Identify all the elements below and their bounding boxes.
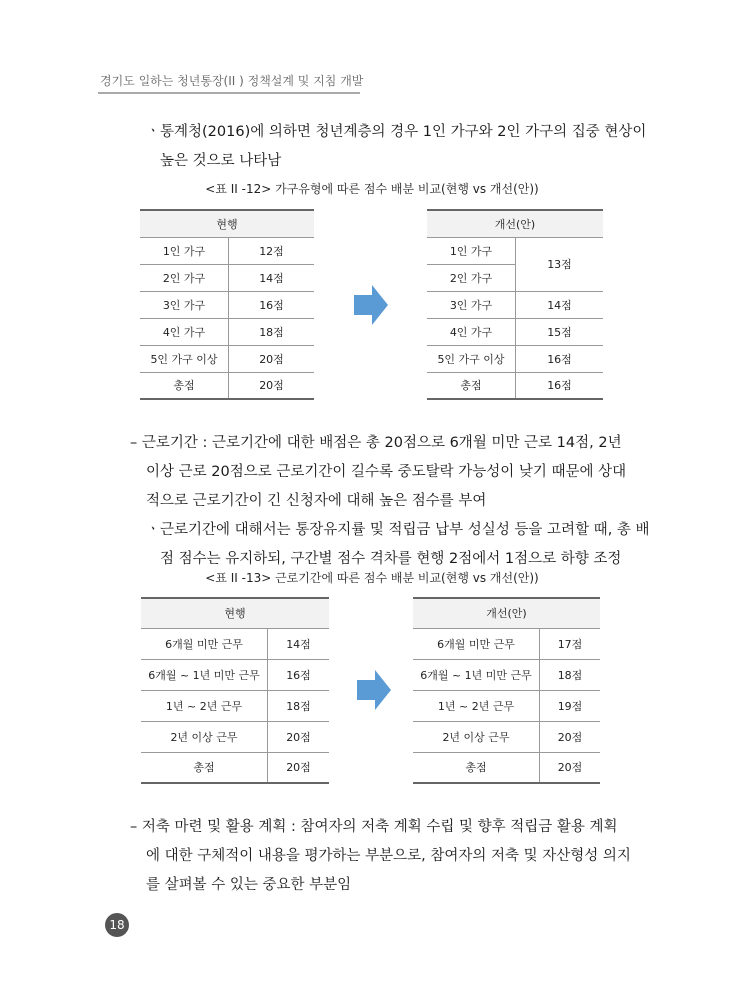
table-cell: 6개월 미만 근무 [141, 628, 268, 659]
table-cell: 총점 [427, 372, 516, 399]
paragraph-savings-plan [130, 813, 631, 900]
header-rule [98, 92, 360, 94]
table-cell: 1인 가구 [427, 237, 516, 264]
table-cell: 6개월 미만 근무 [413, 628, 540, 659]
table-cell: 18점 [540, 659, 601, 690]
table-header: 현행 [140, 210, 314, 237]
text-line: 를 살펴볼 수 있는 중요한 부분임 [146, 877, 352, 893]
table-cell: 14점 [229, 264, 315, 291]
table-period-current [141, 597, 329, 784]
table-cell: 총점 [140, 372, 229, 399]
table-cell: 17점 [540, 628, 601, 659]
text-line: 이상 근로 20점으로 근로기간이 길수록 중도탈락 가능성이 낮기 때문에 상대 [146, 464, 627, 480]
table-cell: 16점 [516, 345, 604, 372]
table-cell: 14점 [268, 628, 330, 659]
text-line: 에 대한 구체적이 내용을 평가하는 부분으로, 참여자의 저축 및 자산형성 의지 [146, 848, 631, 864]
table-cell: 20점 [229, 345, 315, 372]
table-cell-merged: 13점 [516, 237, 604, 291]
table-cell: 총점 [413, 752, 540, 783]
table-cell: 19점 [540, 690, 601, 721]
table-cell: 5인 가구 이상 [140, 345, 229, 372]
table-cell: 16점 [516, 372, 604, 399]
page-number-badge: 18 [105, 913, 129, 937]
text-line: ㆍ통계청(2016)에 의하면 청년계층의 경우 1인 가구와 2인 가구의 집중 현상이 [146, 124, 647, 140]
right-arrow-icon [354, 285, 388, 325]
table-cell: 4인 가구 [140, 318, 229, 345]
table-cell: 4인 가구 [427, 318, 516, 345]
table-period-improved [413, 597, 600, 784]
table-header: 현행 [141, 598, 329, 628]
text-line: 점 점수는 유지하되, 구간별 점수 격차를 현행 2점에서 1점으로 하향 조정 [160, 551, 622, 567]
table-cell: 18점 [268, 690, 330, 721]
table-cell: 2년 이상 근무 [413, 721, 540, 752]
text-line: 높은 것으로 나타남 [160, 153, 282, 169]
table-cell: 20점 [540, 752, 601, 783]
table-header: 개선(안) [413, 598, 600, 628]
table-cell: 12점 [229, 237, 315, 264]
text-line: ㆍ근로기간에 대해서는 통장유지률 및 적립금 납부 성실성 등을 고려할 때, 총 배 [146, 522, 650, 538]
right-arrow-icon [357, 670, 391, 710]
table-household-improved [427, 209, 603, 400]
table-cell: 1인 가구 [140, 237, 229, 264]
table-cell: 5인 가구 이상 [427, 345, 516, 372]
table-cell: 20점 [268, 721, 330, 752]
table-cell: 15점 [516, 318, 604, 345]
text-line: – 저축 마련 및 활용 계획 : 참여자의 저축 계획 수립 및 향후 적립금 활용 계획 [130, 819, 618, 835]
table-cell: 총점 [141, 752, 268, 783]
table-cell: 16점 [229, 291, 315, 318]
table-cell: 16점 [268, 659, 330, 690]
table-cell: 1년 ~ 2년 근무 [413, 690, 540, 721]
table-cell: 3인 가구 [427, 291, 516, 318]
table-cell: 6개월 ~ 1년 미만 근무 [413, 659, 540, 690]
table-household-current [140, 209, 314, 400]
table-cell: 20점 [540, 721, 601, 752]
table-cell: 2인 가구 [427, 264, 516, 291]
table-caption: <표 II -12> 가구유형에 따른 점수 배분 비교(현행 vs 개선(안)) [205, 182, 539, 196]
paragraph-work-period [130, 429, 650, 574]
text-line: – 근로기간 : 근로기간에 대한 배점은 총 20점으로 6개월 미만 근로 14점, 2년 [130, 435, 622, 451]
table-cell: 1년 ~ 2년 근무 [141, 690, 268, 721]
running-header: 경기도 일하는 청년통장(II ) 정책설계 및 지침 개발 [100, 74, 364, 88]
table-cell: 20점 [229, 372, 315, 399]
table-cell: 2인 가구 [140, 264, 229, 291]
text-line: 적으로 근로기간이 긴 신청자에 대해 높은 점수를 부여 [146, 493, 487, 509]
table-cell: 14점 [516, 291, 604, 318]
table-cell: 2년 이상 근무 [141, 721, 268, 752]
table-cell: 3인 가구 [140, 291, 229, 318]
table-cell: 20점 [268, 752, 330, 783]
table-cell: 18점 [229, 318, 315, 345]
paragraph-household [146, 118, 646, 176]
table-caption: <표 II -13> 근로기간에 따른 점수 배분 비교(현행 vs 개선(안)) [205, 571, 539, 585]
table-cell: 6개월 ~ 1년 미만 근무 [141, 659, 268, 690]
table-header: 개선(안) [427, 210, 603, 237]
